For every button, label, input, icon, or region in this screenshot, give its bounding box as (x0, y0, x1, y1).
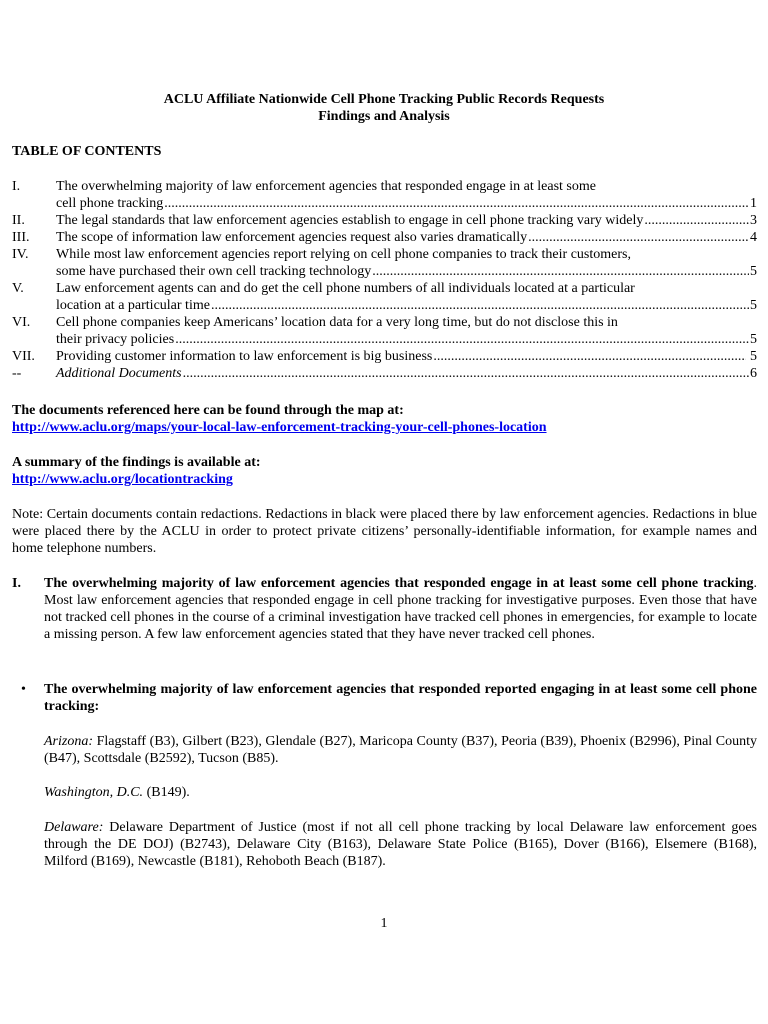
toc-entry-title: some have purchased their own cell tracking technology (56, 264, 372, 279)
section-body-text: . Most law enforcement agencies that responded engage in cell phone tracking for investigative purposes. Even those that have not tracked cell phones in the course of a criminal investigation have tracked cell phones in emergencies, for example to locate a missing person. A few law enforcement agencies stated that they have never tracked cell phones. (44, 576, 757, 642)
toc-heading: TABLE OF CONTENTS (12, 144, 162, 159)
section-number: I. (12, 576, 21, 591)
summary-reference-label: A summary of the findings is available at: (12, 455, 261, 470)
toc-entry-title: Providing customer information to law enforcement is big business (56, 349, 433, 364)
toc-leader-dots (211, 297, 749, 314)
redactions-note: Note: Certain documents contain redactions. Redactions in black were placed there by law enforcement agencies. Redactions in blue were placed there by the ACLU in order to protect private citizens’ personally-identifiable information, for example names and home telephone numbers. (12, 507, 757, 556)
toc-entry-title: While most law enforcement agencies report relying on cell phone companies to track their customers, (56, 247, 631, 262)
toc-page-number: 6 (750, 366, 757, 381)
document-title: ACLU Affiliate Nationwide Cell Phone Tracking Public Records Requests (163, 92, 605, 107)
toc-entry[interactable] (12, 348, 757, 365)
toc-entry[interactable] (12, 229, 757, 246)
toc-entry[interactable] (12, 212, 757, 229)
bullet-heading: The overwhelming majority of law enforcement agencies that responded reported engaging in at least some cell phone tracking: (44, 682, 757, 714)
toc-entry[interactable] (12, 314, 757, 331)
toc-entry-continuation[interactable] (12, 331, 757, 348)
state-name: Arizona: (44, 734, 93, 749)
toc-entry-title: their privacy policies (56, 332, 175, 347)
toc-entry-number: III. (12, 230, 30, 245)
toc-entry-continuation[interactable] (12, 195, 757, 212)
toc-entry-number: II. (12, 213, 25, 228)
state-entry-delaware (44, 819, 757, 870)
toc-entry-number: I. (12, 179, 21, 194)
toc-leader-dots (433, 348, 746, 365)
state-agencies: Flagstaff (B3), Gilbert (B23), Glendale (B27), Maricopa County (B37), Peoria (B39), Phoenix (B2996), Pinal County (B47), Scottsdale (B2592), Tucson (B85). (44, 734, 757, 766)
state-name: Delaware: (44, 820, 104, 835)
toc-page-number: 1 (750, 196, 757, 211)
toc-entry[interactable] (12, 178, 757, 195)
bullet-icon: • (21, 682, 26, 697)
summary-link[interactable]: http://www.aclu.org/locationtracking (12, 472, 233, 487)
toc-entry[interactable] (12, 280, 757, 297)
state-entry-arizona (44, 733, 757, 767)
toc-leader-dots (528, 229, 749, 246)
toc-leader-dots (372, 263, 749, 280)
page-number: 1 (380, 916, 388, 931)
toc-page-number: 4 (750, 230, 757, 245)
toc-entry-title: Law enforcement agents can and do get the cell phone numbers of all individuals located at a particular (56, 281, 635, 296)
toc-page-number: 5 (750, 298, 757, 313)
toc-entry[interactable] (12, 365, 757, 382)
toc-entry-title: location at a particular time (56, 298, 210, 313)
toc-entry-title: Additional Documents (56, 366, 182, 381)
state-name: Washington, D.C. (44, 785, 144, 800)
toc-leader-dots (183, 365, 749, 382)
toc-page-number: 3 (750, 213, 757, 228)
state-agencies: Delaware Department of Justice (most if not all cell phone tracking by local Delaware law enforcement goes through the DE DOJ) (B2743), Delaware City (B163), Delaware State Police (B165), Dover (B166), Elsemere (B168), Milford (B169), Newcastle (B181), Rehoboth Beach (B187). (44, 820, 757, 869)
map-link[interactable]: http://www.aclu.org/maps/your-local-law-enforcement-tracking-your-cell-phones-location (12, 420, 547, 435)
toc-leader-dots (164, 195, 749, 212)
toc-entry-number: IV. (12, 247, 29, 262)
toc-page-number: 5 (750, 349, 757, 364)
map-reference-label: The documents referenced here can be found through the map at: (12, 403, 404, 418)
state-entry-dc (44, 784, 757, 801)
toc-entry-number: -- (12, 366, 22, 381)
toc-entry-title: The overwhelming majority of law enforcement agencies that responded engage in at least some (56, 179, 596, 194)
toc-entry-title: cell phone tracking (56, 196, 164, 211)
table-of-contents (12, 178, 757, 382)
section-heading: The overwhelming majority of law enforcement agencies that responded engage in at least some cell phone tracking (44, 576, 754, 591)
toc-entry-number: V. (12, 281, 24, 296)
toc-entry-title: The scope of information law enforcement agencies request also varies dramatically (56, 230, 528, 245)
toc-entry-continuation[interactable] (12, 297, 757, 314)
toc-entry-title: Cell phone companies keep Americans’ location data for a very long time, but do not disclose this in (56, 315, 618, 330)
toc-page-number: 5 (750, 332, 757, 347)
toc-entry-title: The legal standards that law enforcement agencies establish to engage in cell phone tracking vary widely (56, 213, 644, 228)
toc-entry-number: VII. (12, 349, 35, 364)
toc-leader-dots (175, 331, 749, 348)
toc-leader-dots (644, 212, 749, 229)
state-agencies: (B149). (143, 785, 190, 800)
toc-page-number: 5 (750, 264, 757, 279)
toc-entry[interactable] (12, 246, 757, 263)
document-subtitle: Findings and Analysis (318, 109, 450, 124)
toc-entry-number: VI. (12, 315, 31, 330)
toc-entry-continuation[interactable] (12, 263, 757, 280)
section-paragraph (44, 575, 757, 643)
